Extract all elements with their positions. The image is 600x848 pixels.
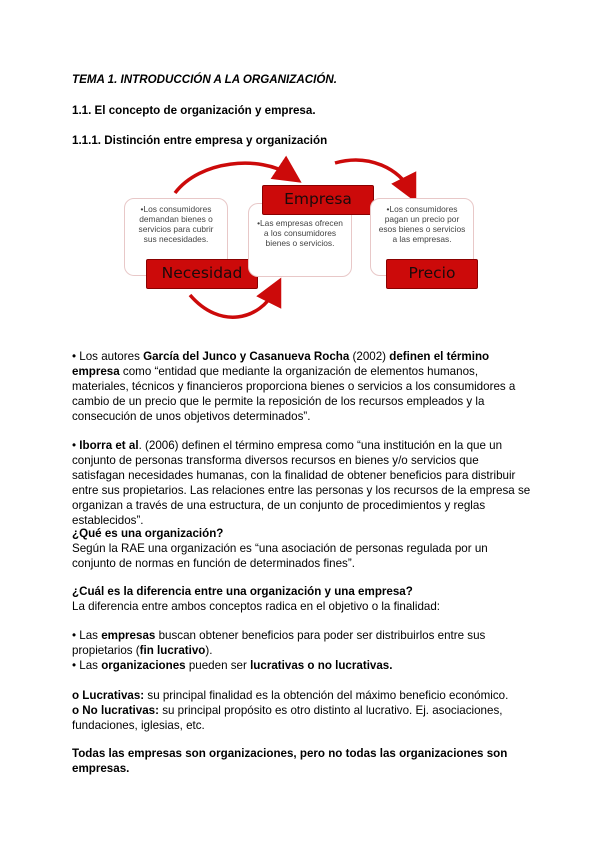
cycle-diagram [120,155,480,325]
list-item-organizaciones: • Las organizaciones pueden ser lucrativas o no lucrativas. [72,659,393,672]
price-label: Precio [386,259,478,289]
difference-text: La diferencia entre ambos conceptos radica en el objetivo o la finalidad: [72,600,441,613]
arrow-needs-to-company-bottom [190,290,275,317]
type-no-lucrativas: o No lucrativas: su principal propósito es otro distinto al lucrativo. Ej. asociaciones, fundaciones, iglesias, etc. [72,704,503,732]
conclusion: Todas las empresas son organizaciones, pero no todas las organizaciones son empresas. [72,747,508,775]
authors-iborra: Iborra et al [79,439,139,452]
paragraph-garcia: • Los autores García del Junco y Casanueva Rocha (2002) definen el término empresa como “entidad que mediante la organización de elementos humanos, materiales, técnicos y financieros proporciona bienes o servicios a los consumidores a cambio de un precio que le permite la reposición de los recursos empleados y la consecución de unos objetivos determinados”. [72,350,516,423]
list-item-empresas: • Las empresas buscan obtener beneficios para poder ser distribuirlos entre sus propietarios (fin lucrativo). [72,629,486,657]
authors-garcia: García del Junco y Casanueva Rocha [143,350,350,363]
needs-text: •Los consumidores demandan bienes o servicios para cubrir sus necesidades. [138,204,214,244]
needs-label: Necesidad [146,259,258,289]
rae-definition: Según la RAE una organización es “una asociación de personas regulada por un conjunto de normas en función de determinados fines”. [72,542,488,570]
paragraph-iborra: • Iborra et al. (2006) definen el término empresa como “una institución en la que un conjunto de personas transforma diversos recursos en bienes y/o servicios que satisfagan necesidades humanas, con la finalidad de obtener beneficios para distribuir entre sus propietarios. Las relaciones entre las personas y los recursos de la empresa se organizan a través de una estructura, de un conjunto de procedimientos y reglas establecidos”. [72,439,531,527]
defines-term: definen el término empresa [72,350,490,378]
company-label: Empresa [262,185,374,215]
page-heading: TEMA 1. INTRODUCCIÓN A LA ORGANIZACIÓN. [72,73,337,86]
question-difference: ¿Cuál es la diferencia entre una organización y una empresa? [72,585,413,598]
question-organization: ¿Qué es una organización? [72,527,224,540]
section-title: 1.1. El concepto de organización y empresa. [72,104,316,117]
type-lucrativas: o Lucrativas: su principal finalidad es la obtención del máximo beneficio económico. [72,689,509,702]
subsection-title: 1.1.1. Distinción entre empresa y organización [72,134,328,147]
company-text: •Las empresas ofrecen a los consumidores bienes o servicios. [257,218,343,248]
price-text: •Los consumidores pagan un precio por esos bienes o servicios a las empresas. [378,204,466,244]
